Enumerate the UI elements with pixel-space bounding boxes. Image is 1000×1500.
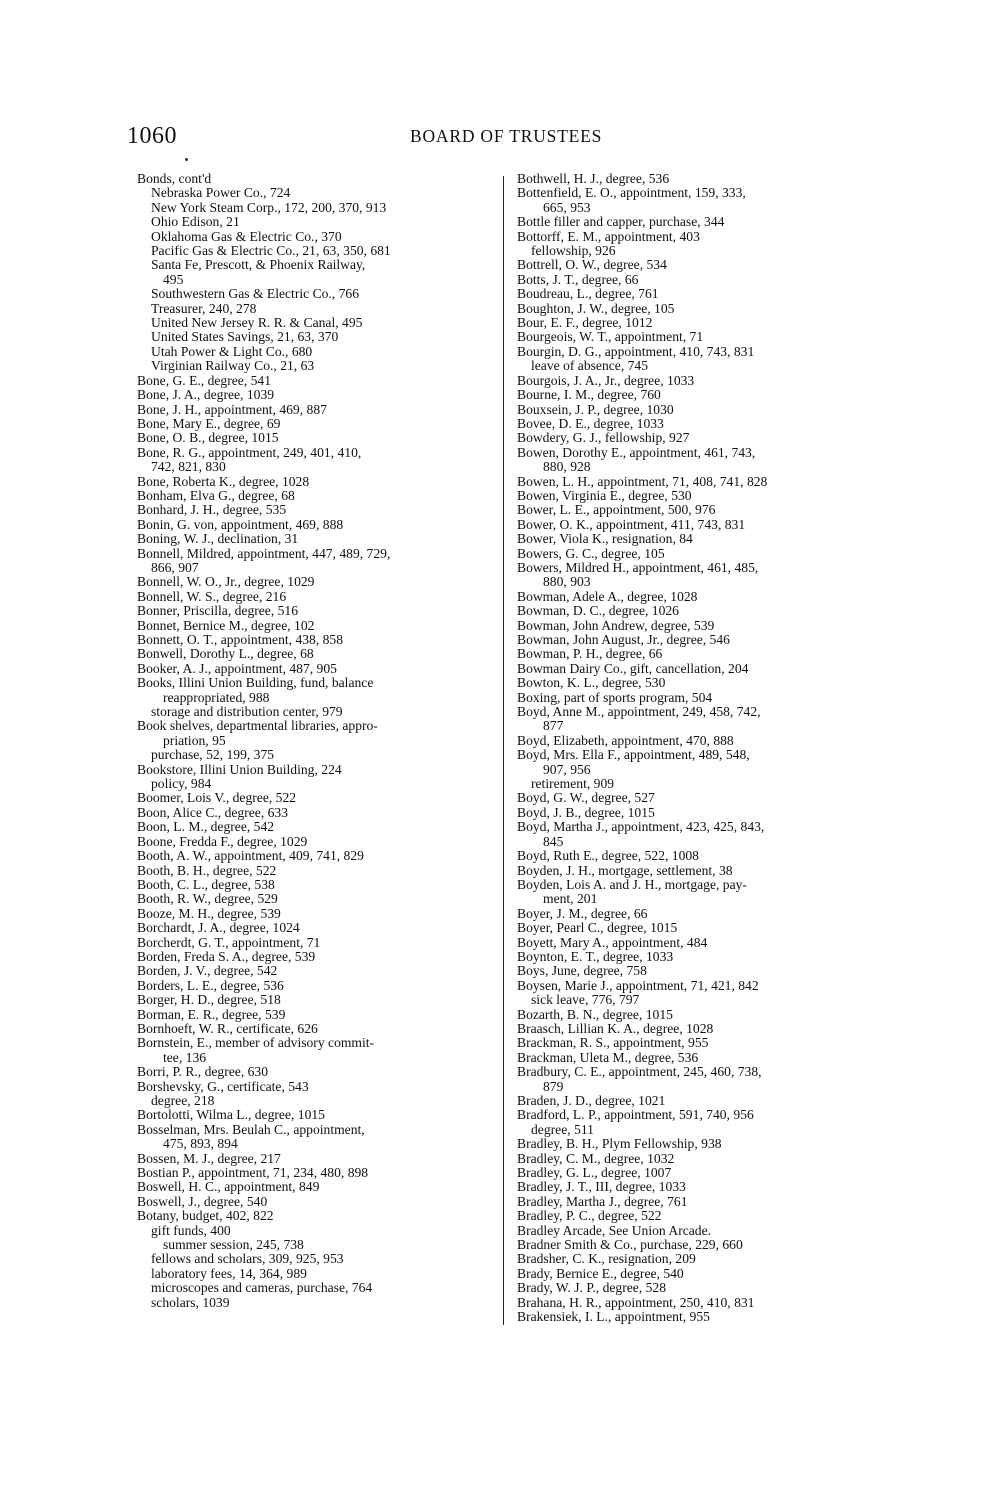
index-entry: Boon, Alice C., degree, 633 bbox=[137, 804, 289, 820]
index-entry: Bowen, Virginia E., degree, 530 bbox=[517, 487, 692, 503]
index-entry: Bourgois, J. A., Jr., degree, 1033 bbox=[517, 372, 695, 388]
index-entry: 665, 953 bbox=[543, 199, 591, 215]
index-entry: Boys, June, degree, 758 bbox=[517, 963, 647, 979]
index-entry: Braasch, Lillian K. A., degree, 1028 bbox=[517, 1020, 714, 1036]
index-entry: United New Jersey R. R. & Canal, 495 bbox=[151, 315, 363, 331]
index-entry: Booth, A. W., appointment, 409, 741, 829 bbox=[137, 848, 364, 864]
index-entry: degree, 218 bbox=[151, 1093, 215, 1108]
left-column bbox=[137, 172, 492, 1310]
index-entry: 475, 893, 894 bbox=[163, 1136, 238, 1152]
index-entry: Bonnett, O. T., appointment, 438, 858 bbox=[137, 632, 344, 647]
index-entry: Bonnell, W. S., degree, 216 bbox=[137, 588, 287, 604]
index-entry: Borri, P. R., degree, 630 bbox=[137, 1064, 269, 1080]
index-entry: Boxing, part of sports program, 504 bbox=[517, 689, 713, 705]
index-entry: Bovee, D. E., degree, 1033 bbox=[517, 415, 664, 431]
index-entry: Bouxsein, J. P., degree, 1030 bbox=[517, 401, 674, 417]
index-entry: Booker, A. J., appointment, 487, 905 bbox=[137, 660, 337, 676]
index-entry: Booth, C. L., degree, 538 bbox=[137, 876, 275, 892]
index-entry: Boomer, Lois V., degree, 522 bbox=[137, 790, 297, 806]
index-entry: Bowman, Adele A., degree, 1028 bbox=[517, 588, 698, 604]
index-entry: Boswell, H. C., appointment, 849 bbox=[137, 1179, 320, 1195]
index-entry: gift funds, 400 bbox=[151, 1222, 231, 1238]
index-entry: Borden, J. V., degree, 542 bbox=[137, 963, 278, 979]
index-entry: Bosselman, Mrs. Beulah C., appointment, bbox=[137, 1121, 365, 1137]
index-entry: 845 bbox=[543, 833, 564, 849]
index-entry: Bonhard, J. H., degree, 535 bbox=[137, 502, 287, 518]
index-entry: Bradley, Martha J., degree, 761 bbox=[517, 1193, 688, 1209]
index-entry: Bradley Arcade, See Union Arcade. bbox=[517, 1222, 712, 1238]
index-entry: Bowman Dairy Co., gift, cancellation, 204 bbox=[517, 660, 749, 676]
index-entry: Boyden, J. H., mortgage, settlement, 38 bbox=[517, 862, 733, 878]
index-entry: laboratory fees, 14, 364, 989 bbox=[151, 1265, 307, 1281]
index-entry: 495 bbox=[163, 271, 184, 287]
index-entry: Braden, J. D., degree, 1021 bbox=[517, 1093, 666, 1108]
index-entry: Bowen, Dorothy E., appointment, 461, 743, bbox=[517, 444, 756, 460]
index-entry: Borman, E. R., degree, 539 bbox=[137, 1006, 286, 1022]
index-entry: Bozarth, B. N., degree, 1015 bbox=[517, 1006, 673, 1022]
index-entry: Brackman, Uleta M., degree, 536 bbox=[517, 1049, 699, 1065]
index-entry: Bone, Mary E., degree, 69 bbox=[137, 415, 281, 431]
index-entry: Bonnell, W. O., Jr., degree, 1029 bbox=[137, 574, 315, 590]
index-entry: Boyden, Lois A. and J. H., mortgage, pay- bbox=[517, 876, 747, 892]
index-entry: Southwestern Gas & Electric Co., 766 bbox=[151, 286, 360, 302]
index-entry: Bonin, G. von, appointment, 469, 888 bbox=[137, 516, 344, 532]
index-entry: Bourgin, D. G., appointment, 410, 743, 831 bbox=[517, 343, 755, 359]
index-entry: Brahana, H. R., appointment, 250, 410, 831 bbox=[517, 1294, 755, 1310]
index-entry: Book shelves, departmental libraries, appro- bbox=[137, 718, 378, 734]
index-entry: ment, 201 bbox=[543, 891, 598, 907]
index-entry: Bowers, Mildred H., appointment, 461, 485, bbox=[517, 559, 759, 575]
index-entry: Bowers, G. C., degree, 105 bbox=[517, 545, 665, 561]
index-entry: Bonds, cont'd bbox=[137, 171, 212, 186]
print-speck bbox=[185, 158, 188, 161]
index-entry: sick leave, 776, 797 bbox=[531, 992, 640, 1008]
index-entry: New York Steam Corp., 172, 200, 370, 913 bbox=[151, 199, 387, 215]
index-entry: Bowman, P. H., degree, 66 bbox=[517, 646, 663, 662]
index-entry: Bottenfield, E. O., appointment, 159, 333, bbox=[517, 185, 746, 201]
index-entry: Brady, W. J. P., degree, 528 bbox=[517, 1280, 667, 1296]
index-entry: 907, 956 bbox=[543, 761, 591, 777]
index-entry: purchase, 52, 199, 375 bbox=[151, 747, 275, 763]
page-header bbox=[125, 123, 895, 151]
index-entry: Bostian P., appointment, 71, 234, 480, 898 bbox=[137, 1165, 369, 1181]
index-entry: Bourgeois, W. T., appointment, 71 bbox=[517, 329, 704, 345]
index-entry: Bottle filler and capper, purchase, 344 bbox=[517, 214, 725, 230]
index-entry: 877 bbox=[543, 718, 564, 734]
index-entry: Boynton, E. T., degree, 1033 bbox=[517, 948, 674, 964]
index-entry: Bowman, John Andrew, degree, 539 bbox=[517, 617, 715, 633]
index-entry: priation, 95 bbox=[163, 732, 226, 748]
index-entry: Bradbury, C. E., appointment, 245, 460, 738, bbox=[517, 1064, 762, 1080]
index-entry: Borden, Freda S. A., degree, 539 bbox=[137, 948, 316, 964]
index-entry: tee, 136 bbox=[163, 1049, 207, 1065]
index-entry: Bone, O. B., degree, 1015 bbox=[137, 430, 279, 446]
index-entry: Brackman, R. S., appointment, 955 bbox=[517, 1035, 709, 1051]
index-entry: Bone, Roberta K., degree, 1028 bbox=[137, 473, 310, 489]
index-entry: policy, 984 bbox=[151, 776, 212, 792]
index-entry: leave of absence, 745 bbox=[531, 358, 649, 374]
index-entry: storage and distribution center, 979 bbox=[151, 704, 343, 720]
index-entry: Bowdery, G. J., fellowship, 927 bbox=[517, 430, 690, 446]
index-entry: Boyer, J. M., degree, 66 bbox=[517, 905, 648, 921]
index-entry: microscopes and cameras, purchase, 764 bbox=[151, 1280, 373, 1296]
index-entry: Borger, H. D., degree, 518 bbox=[137, 992, 281, 1008]
index-entry: Bornhoeft, W. R., certificate, 626 bbox=[137, 1020, 318, 1036]
index-entry: Boyd, J. B., degree, 1015 bbox=[517, 804, 655, 820]
index-entry: Bortolotti, Wilma L., degree, 1015 bbox=[137, 1107, 325, 1123]
index-entry: Boyd, Elizabeth, appointment, 470, 888 bbox=[517, 732, 734, 748]
index-entry: reappropriated, 988 bbox=[163, 689, 270, 705]
index-entry: Bower, L. E., appointment, 500, 976 bbox=[517, 502, 716, 518]
index-entry: Booth, R. W., degree, 529 bbox=[137, 891, 278, 907]
index-entry: summer session, 245, 738 bbox=[163, 1237, 304, 1253]
index-entry: Brady, Bernice E., degree, 540 bbox=[517, 1265, 684, 1281]
index-entry: Boyett, Mary A., appointment, 484 bbox=[517, 934, 708, 950]
index-entry: Bossen, M. J., degree, 217 bbox=[137, 1150, 281, 1166]
index-entry: Bradley, C. M., degree, 1032 bbox=[517, 1150, 675, 1166]
index-entry: Borcherdt, G. T., appointment, 71 bbox=[137, 934, 321, 950]
index-entry: fellows and scholars, 309, 925, 953 bbox=[151, 1251, 344, 1267]
index-entry: Boudreau, L., degree, 761 bbox=[517, 286, 659, 302]
index-entry: Boon, L. M., degree, 542 bbox=[137, 819, 275, 835]
index-entry: 880, 928 bbox=[543, 459, 591, 475]
index-entry: Boyd, Anne M., appointment, 249, 458, 742, bbox=[517, 704, 761, 720]
index-entry: Bour, E. F., degree, 1012 bbox=[517, 315, 653, 331]
index-entry: Treasurer, 240, 278 bbox=[151, 300, 257, 316]
index-entry: Boyd, G. W., degree, 527 bbox=[517, 790, 655, 806]
index-entry: Bone, R. G., appointment, 249, 401, 410, bbox=[137, 444, 362, 460]
index-entry: Boyd, Mrs. Ella F., appointment, 489, 548, bbox=[517, 747, 750, 763]
index-entry: Pacific Gas & Electric Co., 21, 63, 350, 681 bbox=[151, 243, 391, 259]
index-entry: Bowen, L. H., appointment, 71, 408, 741, 828 bbox=[517, 473, 768, 489]
right-column bbox=[517, 172, 872, 1325]
index-entry: Bradley, J. T., III, degree, 1033 bbox=[517, 1179, 686, 1195]
index-entry: 866, 907 bbox=[151, 559, 199, 575]
index-entry: Ohio Edison, 21 bbox=[151, 214, 240, 230]
index-entry: Bone, J. H., appointment, 469, 887 bbox=[137, 401, 327, 417]
index-entry: Boone, Fredda F., degree, 1029 bbox=[137, 833, 308, 849]
index-entry: Bradley, B. H., Plym Fellowship, 938 bbox=[517, 1136, 722, 1152]
index-entry: Booth, B. H., degree, 522 bbox=[137, 862, 277, 878]
index-entry: Books, Illini Union Building, fund, balance bbox=[137, 675, 374, 691]
index-entry: Utah Power & Light Co., 680 bbox=[151, 343, 313, 359]
index-entry: Virginian Railway Co., 21, 63 bbox=[151, 358, 315, 374]
index-entry: Borchardt, J. A., degree, 1024 bbox=[137, 920, 300, 936]
index-entry: Borshevsky, G., certificate, 543 bbox=[137, 1078, 309, 1094]
index-entry: Santa Fe, Prescott, & Phoenix Railway, bbox=[151, 257, 366, 273]
index-entry: Bottrell, O. W., degree, 534 bbox=[517, 257, 667, 273]
index-entry: Booze, M. H., degree, 539 bbox=[137, 905, 281, 921]
index-entry: Bothwell, H. J., degree, 536 bbox=[517, 171, 670, 186]
index-entry: Bradner Smith & Co., purchase, 229, 660 bbox=[517, 1237, 743, 1253]
index-entry: Bradley, G. L., degree, 1007 bbox=[517, 1165, 672, 1181]
index-entry: United States Savings, 21, 63, 370 bbox=[151, 329, 339, 345]
index-entry: Bookstore, Illini Union Building, 224 bbox=[137, 761, 342, 777]
index-entry: Boswell, J., degree, 540 bbox=[137, 1193, 268, 1209]
index-entry: Boughton, J. W., degree, 105 bbox=[517, 300, 675, 316]
index-entry: Brakensiek, I. L., appointment, 955 bbox=[517, 1309, 710, 1325]
index-entry: Boyer, Pearl C., degree, 1015 bbox=[517, 920, 678, 936]
index-entry: Bower, O. K., appointment, 411, 743, 831 bbox=[517, 516, 746, 532]
index-entry: 742, 821, 830 bbox=[151, 459, 226, 475]
index-entry: Bonner, Priscilla, degree, 516 bbox=[137, 603, 299, 619]
index-entry: retirement, 909 bbox=[531, 776, 615, 792]
index-entry: 880, 903 bbox=[543, 574, 591, 590]
index-entry: Bonnet, Bernice M., degree, 102 bbox=[137, 617, 315, 633]
index-entry: 879 bbox=[543, 1078, 564, 1094]
index-entry: Botany, budget, 402, 822 bbox=[137, 1208, 274, 1224]
index-entry: fellowship, 926 bbox=[531, 243, 616, 259]
page-number: 1060 bbox=[127, 123, 177, 149]
index-entry: Botts, J. T., degree, 66 bbox=[517, 271, 639, 287]
index-entry: Bornstein, E., member of advisory commit- bbox=[137, 1035, 375, 1051]
index-entry: Boyd, Ruth E., degree, 522, 1008 bbox=[517, 848, 699, 864]
index-entry: scholars, 1039 bbox=[151, 1294, 230, 1310]
index-entry: Bower, Viola K., resignation, 84 bbox=[517, 531, 693, 547]
index-entry: Bradsher, C. K., resignation, 209 bbox=[517, 1251, 696, 1267]
index-entry: Bowman, John August, Jr., degree, 546 bbox=[517, 632, 730, 647]
index-entry: Oklahoma Gas & Electric Co., 370 bbox=[151, 228, 342, 244]
index-entry: Bourne, I. M., degree, 760 bbox=[517, 387, 661, 403]
index-entry: Bottorff, E. M., appointment, 403 bbox=[517, 228, 700, 244]
index-entry: Bradford, L. P., appointment, 591, 740, 956 bbox=[517, 1107, 754, 1123]
column-divider bbox=[503, 176, 504, 1325]
index-entry: Bone, G. E., degree, 541 bbox=[137, 372, 272, 388]
index-entry: Bonwell, Dorothy L., degree, 68 bbox=[137, 646, 314, 662]
index-entry: Nebraska Power Co., 724 bbox=[151, 185, 291, 201]
index-entry: Bowman, D. C., degree, 1026 bbox=[517, 603, 679, 619]
index-entry: Boning, W. J., declination, 31 bbox=[137, 531, 299, 547]
index-entry: Boyd, Martha J., appointment, 423, 425, 843, bbox=[517, 819, 765, 835]
running-head: BOARD OF TRUSTEES bbox=[410, 126, 603, 146]
index-entry: Bonnell, Mildred, appointment, 447, 489, 729, bbox=[137, 545, 391, 561]
index-entry: Bradley, P. C., degree, 522 bbox=[517, 1208, 662, 1224]
index-entry: Borders, L. E., degree, 536 bbox=[137, 977, 284, 993]
index-entry: Boysen, Marie J., appointment, 71, 421, 842 bbox=[517, 977, 759, 993]
index-entry: Bonham, Elva G., degree, 68 bbox=[137, 487, 295, 503]
index-entry: Bowton, K. L., degree, 530 bbox=[517, 675, 666, 691]
index-entry: degree, 511 bbox=[531, 1121, 594, 1137]
index-entry: Bone, J. A., degree, 1039 bbox=[137, 387, 275, 403]
